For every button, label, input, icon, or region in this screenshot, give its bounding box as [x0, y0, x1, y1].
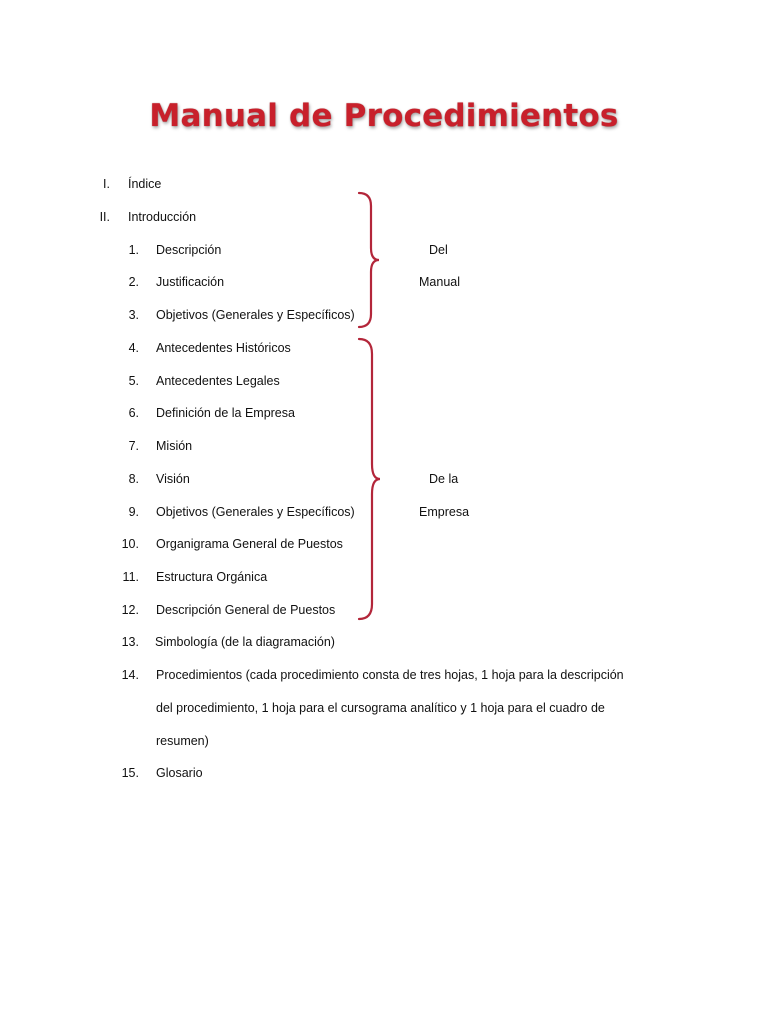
roman-label: Introducción	[128, 210, 197, 224]
item-label: Estructura Orgánica	[156, 570, 268, 584]
item-label: Organigrama General de Puestos	[156, 537, 343, 551]
item-label: Visión	[156, 472, 190, 486]
brace-label-manual: Manual	[419, 275, 460, 289]
item-number: 9.	[128, 505, 139, 519]
item-label: Misión	[156, 439, 193, 453]
item-label: Descripción	[156, 243, 222, 257]
item-number: 5.	[128, 374, 139, 388]
item-label: Procedimientos (cada procedimiento consta de tres hojas, 1 hoja para la descripción	[156, 668, 624, 682]
roman-number: I.	[103, 177, 110, 191]
item-label: Justificación	[156, 275, 225, 289]
brace-label-del: Del	[429, 243, 448, 257]
brace-label-de-la: De la	[429, 472, 459, 486]
item-number: 14.	[121, 668, 139, 682]
item-number: 6.	[128, 406, 139, 420]
item-label-continued: del procedimiento, 1 hoja para el cursograma analítico y 1 hoja para el cuadro de	[156, 701, 605, 715]
item-label: Antecedentes Históricos	[156, 341, 291, 355]
item-number: 3.	[128, 308, 139, 322]
item-number: 11.	[122, 570, 139, 584]
item-label: Objetivos (Generales y Específicos)	[156, 505, 355, 519]
roman-number: II.	[99, 210, 110, 224]
brace-manual	[355, 190, 385, 330]
item-number: 2.	[128, 275, 139, 289]
item-number: 12.	[121, 603, 139, 617]
brace-label-empresa: Empresa	[419, 505, 470, 519]
item-number: 4.	[128, 341, 139, 355]
item-label: Glosario	[156, 766, 203, 780]
item-number: 8.	[128, 472, 139, 486]
roman-label: Índice	[128, 177, 162, 191]
item-label: Antecedentes Legales	[156, 374, 280, 388]
item-number: 7.	[128, 439, 139, 453]
item-label-continued: resumen)	[156, 734, 209, 748]
item-number: 13.	[121, 635, 139, 649]
item-label: Objetivos (Generales y Específicos)	[156, 308, 355, 322]
brace-empresa	[355, 336, 385, 622]
page-title: Manual de Procedimientos	[149, 98, 619, 134]
item-label: Simbología (de la diagramación)	[155, 635, 335, 649]
item-label: Definición de la Empresa	[156, 406, 295, 420]
item-label: Descripción General de Puestos	[156, 603, 336, 617]
item-number: 15.	[121, 766, 139, 780]
item-number: 10.	[121, 537, 139, 551]
item-number: 1.	[128, 243, 139, 257]
